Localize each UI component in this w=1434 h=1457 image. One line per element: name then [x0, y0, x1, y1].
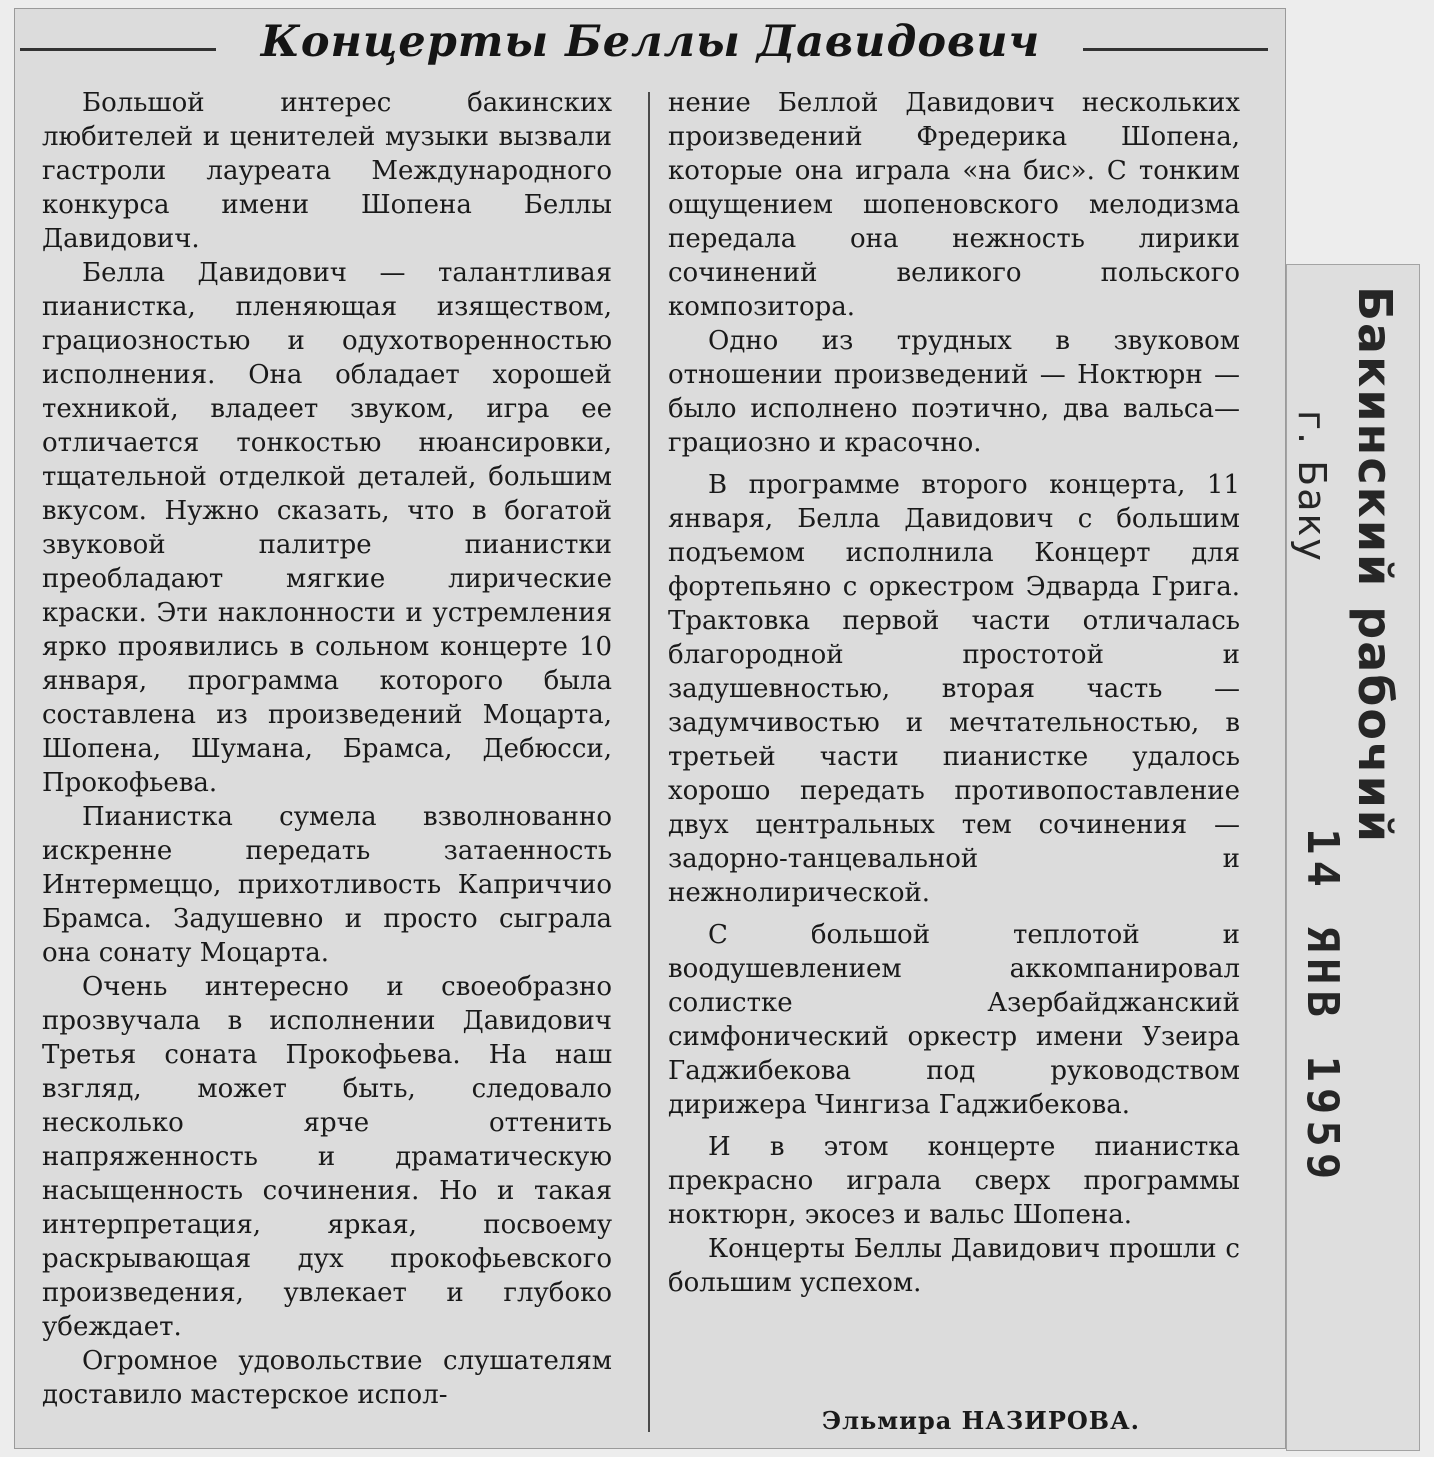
stamp-city: г. Баку: [1290, 410, 1334, 563]
paragraph: С большой теплотой и воодушевлением аккомпанировал солистке Азербайджанский симфонический оркестр имени Узеира Гаджибекова под руководством дирижера Чингиза Гаджибекова.: [668, 920, 1240, 1120]
article-column-left: [42, 86, 612, 1412]
paragraph: В программе второго концерта, 11 января, Белла Давидович с большим подъемом исполнила Концерт для фортепьяно с оркестром Эдварда Грига. Трактовка первой части отличалась благородной простотой и задушевностью, вторая часть — задумчивостью и мечтательностью, в третьей части пианистке удалось хорошо передать противопоставление двух центральных тем сочинения — задорно-танцевальной и нежнолирической.: [668, 470, 1240, 908]
paragraph: Концерты Беллы Давидович прошли с большим успехом.: [668, 1234, 1240, 1298]
stamp-newspaper-name: Бакинский рабочий: [1348, 286, 1402, 845]
paragraph: Огромное удовольствие слушателям доставило мастерское испол-: [42, 1346, 612, 1410]
paragraph: Большой интерес бакинских любителей и ценителей музыки вызвали гастроли лауреата Международного конкурса имени Шопена Беллы Давидович.: [42, 88, 612, 254]
stamp-date: 14 ЯНВ 1959: [1297, 828, 1348, 1186]
paragraph: И в этом концерте пианистка прекрасно играла сверх программы ноктюрн, экосез и вальс Шопена.: [668, 1132, 1240, 1230]
article-byline: Эльмира НАЗИРОВА.: [822, 1406, 1140, 1435]
column-divider: [648, 92, 650, 1432]
article-title: Концерты Беллы Давидович: [260, 17, 1041, 67]
headline-rule-left: [20, 48, 216, 51]
article-column-right: [668, 86, 1240, 1300]
paragraph: Очень интересно и своеобразно прозвучала в исполнении Давидович Третья соната Прокофьева. На наш взгляд, может быть, следовало несколько ярче оттенить напряженность и драматическую насыщенность сочинения. Но и такая интерпретация, яркая, посвоему раскрывающая дух прокофьевского произведения, увлекает и глубоко убеждает.: [42, 972, 612, 1342]
paragraph: Пианистка сумела взволнованно искренне передать затаенность Интермеццо, прихотливость Каприччио Брамса. Задушевно и просто сыграла она сонату Моцарта.: [42, 802, 612, 968]
paragraph: Одно из трудных в звуковом отношении произведений — Ноктюрн — было исполнено поэтично, два вальса—грациозно и красочно.: [668, 326, 1240, 458]
paragraph: нение Беллой Давидович нескольких произведений Фредерика Шопена, которые она играла «на бис». С тонким ощущением шопеновского мелодизма передала она нежность лирики сочинений великого польского композитора.: [668, 88, 1240, 322]
headline-row: [18, 12, 1270, 78]
paragraph: Белла Давидович — талантливая пианистка, пленяющая изяществом, грациозностью и одухотворенностью исполнения. Она обладает хорошей техникой, владеет звуком, игра ее отличается тонкостью нюансировки, тщательной отделкой деталей, большим вкусом. Нужно сказать, что в богатой звуковой палитре пианистки преобладают мягкие лирические краски. Эти наклонности и устремления ярко проявились в сольном концерте 10 января, программа которого была составлена из произведений Моцарта, Шопена, Шумана, Брамса, Дебюсси, Прокофьева.: [42, 258, 612, 798]
headline-rule-right: [1083, 48, 1268, 51]
